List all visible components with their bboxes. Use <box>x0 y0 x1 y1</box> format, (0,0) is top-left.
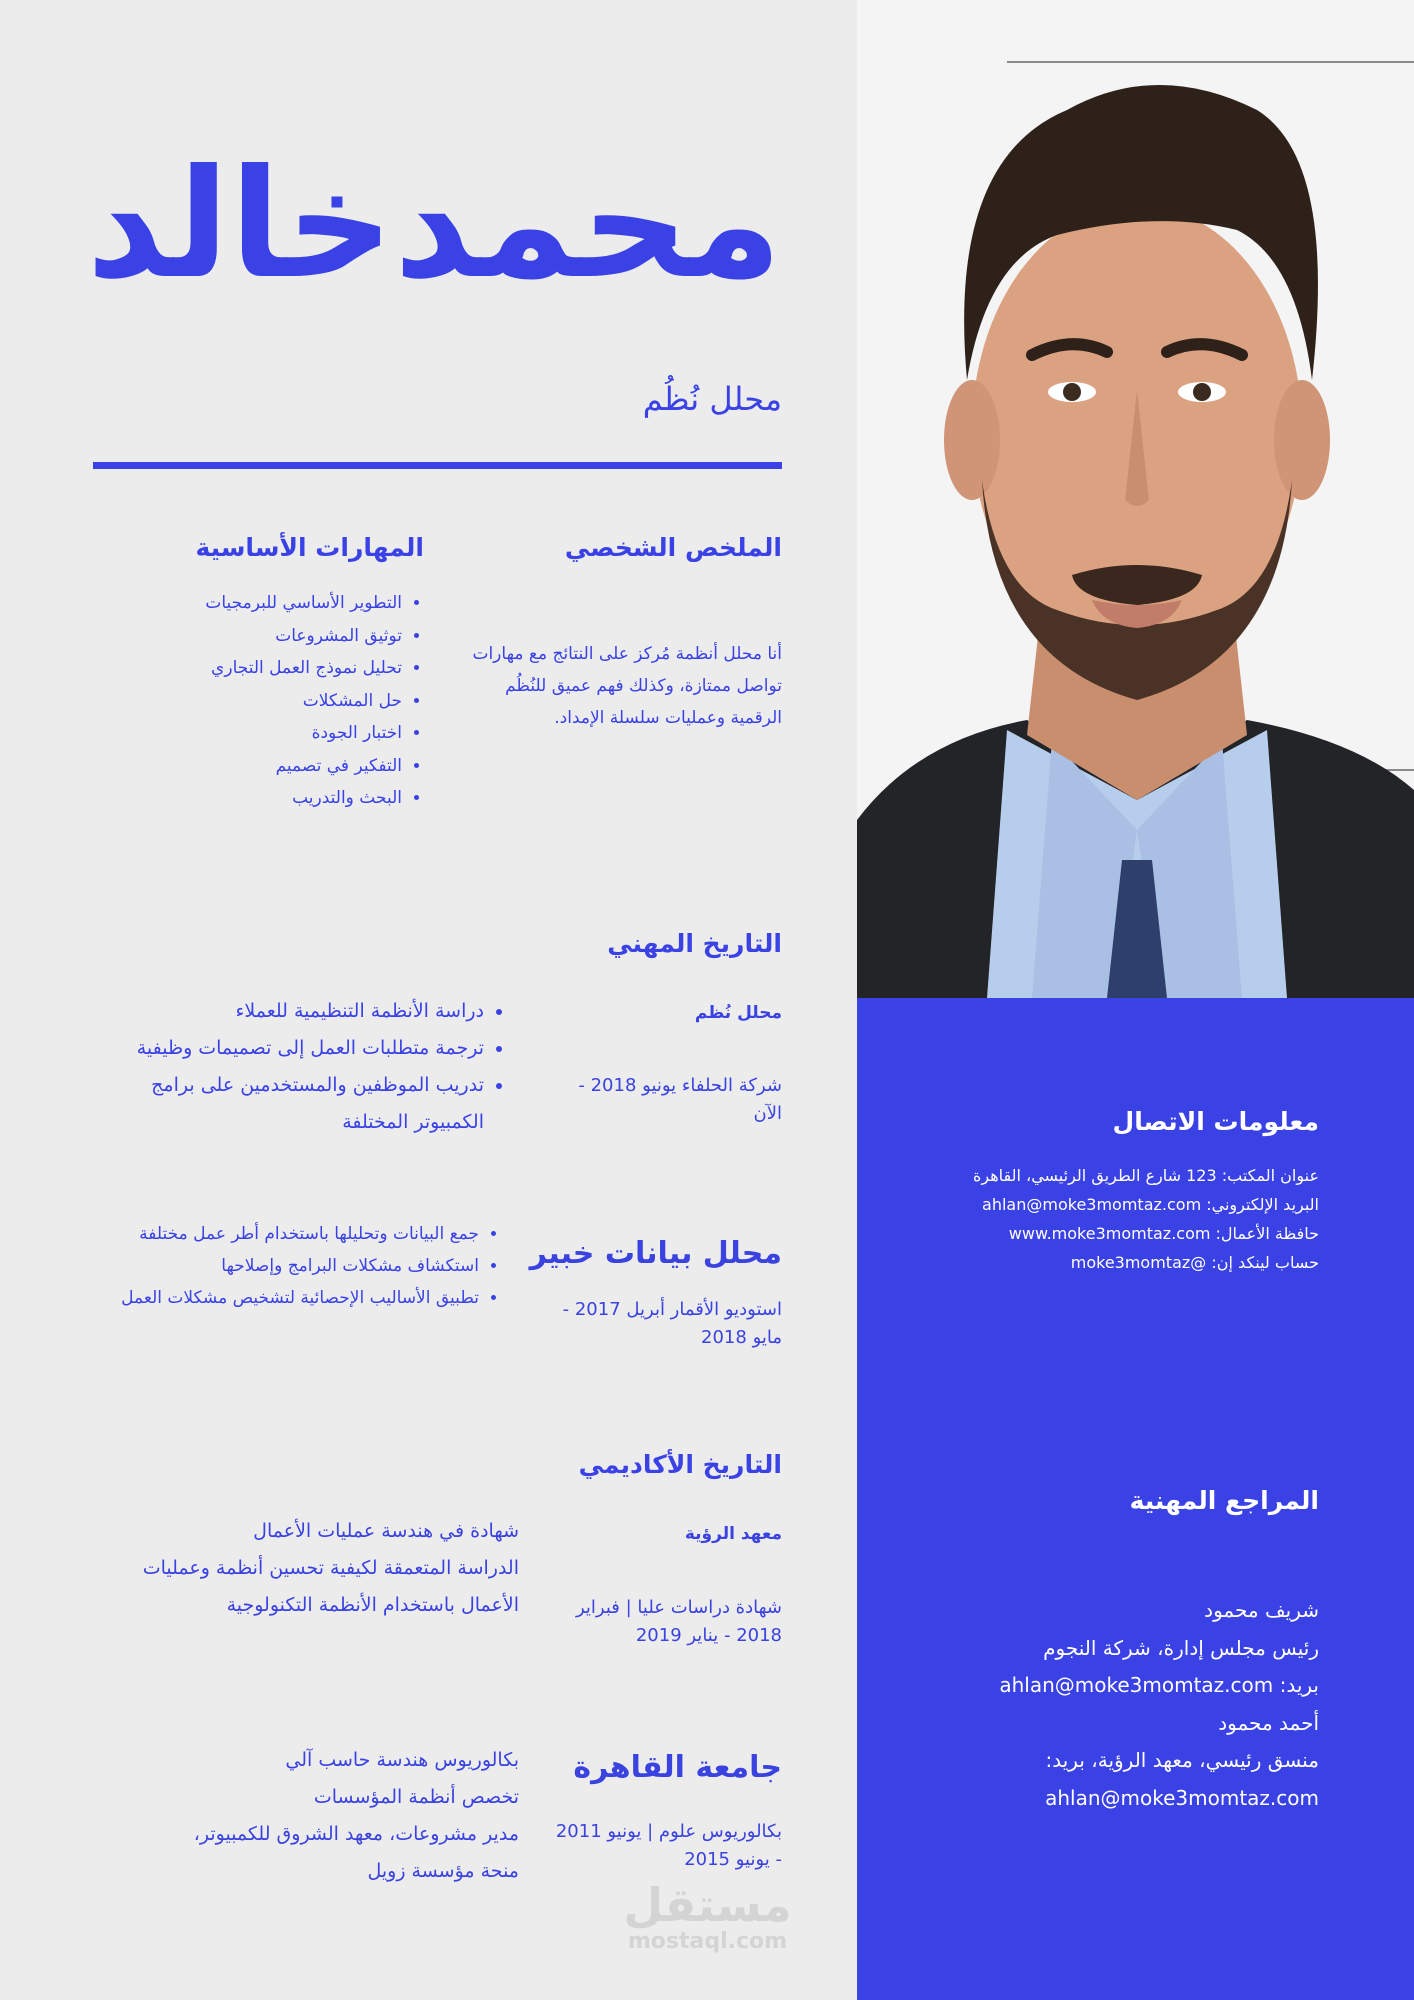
contact-heading: معلومات الاتصال <box>1112 1107 1319 1136</box>
education-heading: التاريخ الأكاديمي <box>578 1450 782 1479</box>
contact-lines <box>879 1161 1319 1277</box>
contact-email[interactable]: البريد الإلكتروني: ahlan@moke3momtaz.com <box>982 1195 1319 1214</box>
summary-heading: الملخص الشخصي <box>564 533 782 562</box>
reference-role: رئيس مجلس إدارة، شركة النجوم <box>1043 1635 1319 1660</box>
mostaql-watermark <box>620 1880 795 1954</box>
edu-2-details <box>99 1742 519 1890</box>
reference-email[interactable]: بريد: ahlan@moke3momtaz.com <box>999 1673 1319 1697</box>
list-item: • استكشاف مشكلات البرامج وإصلاحها <box>89 1250 479 1282</box>
job-1-company: شركة الحلفاء يونيو 2018 - الآن <box>578 1075 782 1124</box>
detail-line: شهادة في هندسة عمليات الأعمال <box>253 1520 519 1542</box>
header-divider <box>93 462 782 469</box>
skills-heading: المهارات الأساسية <box>195 533 424 562</box>
list-item: • التفكير في تصميم <box>124 750 402 783</box>
list-item: • تطبيق الأساليب الإحصائية لتشخيص مشكلات العمل <box>89 1282 479 1314</box>
detail-line: منحة مؤسسة زويل <box>367 1860 519 1882</box>
reference-name: أحمد محمود <box>1218 1710 1319 1735</box>
portrait-illustration <box>857 0 1414 998</box>
job-2-title: محلل بيانات خبير <box>529 1236 782 1271</box>
edu-2-school: جامعة القاهرة <box>573 1750 782 1785</box>
job-1-title: محلل نُظم <box>694 1003 782 1023</box>
edu-2-degree: بكالوريوس علوم | يونيو 2011 - يونيو 2015 <box>555 1821 782 1870</box>
detail-line: بكالوريوس هندسة حاسب آلي <box>285 1749 519 1771</box>
list-item: • اختبار الجودة <box>124 717 402 750</box>
list-item: • التطوير الأساسي للبرمجيات <box>124 587 402 620</box>
list-item: • تدريب الموظفين والمستخدمين على برامج الكمبيوتر المختلفة <box>94 1067 484 1141</box>
list-item: • توثيق المشروعات <box>124 620 402 653</box>
skills-list <box>124 587 424 815</box>
edu-1-school: معهد الرؤية <box>684 1524 782 1544</box>
reference-name: شريف محمود <box>1204 1598 1319 1622</box>
office-address: عنوان المكتب: 123 شارع الطريق الرئيسي، القاهرة <box>973 1166 1319 1185</box>
profile-photo <box>857 0 1414 998</box>
list-item: • دراسة الأنظمة التنظيمية للعملاء <box>94 993 484 1030</box>
detail-line: تخصص أنظمة المؤسسات <box>313 1786 519 1808</box>
list-item: • جمع البيانات وتحليلها باستخدام أطر عمل مختلفة <box>89 1218 479 1250</box>
detail-line: الدراسة المتعمقة لكيفية تحسين أنظمة وعمليات الأعمال باستخدام الأنظمة التكنولوجية <box>142 1557 519 1616</box>
job-2-company: استوديو الأقمار أبريل 2017 - مايو 2018 <box>562 1299 782 1348</box>
reference-role: منسق رئيسي، معهد الرؤية، بريد: <box>1045 1748 1319 1772</box>
job-title: محلل نُظُم <box>642 380 782 418</box>
list-item: • البحث والتدريب <box>124 782 402 815</box>
reference-email[interactable]: ahlan@moke3momtaz.com <box>1045 1785 1319 1810</box>
portfolio-link[interactable]: حافظة الأعمال: www.moke3momtaz.com <box>1008 1224 1319 1243</box>
list-item: • ترجمة متطلبات العمل إلى تصميمات وظيفية <box>94 1030 484 1067</box>
watermark-latin: mostaql.com <box>627 1929 788 1954</box>
edu-1-degree: شهادة دراسات عليا | فبراير 2018 - يناير 2019 <box>575 1597 782 1646</box>
watermark-arabic: مستقل <box>623 1878 792 1932</box>
person-name: محمدخالد <box>86 138 782 312</box>
career-heading: التاريخ المهني <box>607 929 782 958</box>
summary-text: أنا محلل أنظمة مُركز على النتائج مع مهارات تواصل ممتازة، وكذلك فهم عميق للنُظُم الرقمية وعمليات سلسلة الإمداد. <box>472 644 782 728</box>
references-lines <box>859 1592 1319 1817</box>
references-heading: المراجع المهنية <box>1129 1486 1319 1515</box>
list-item: • حل المشكلات <box>124 685 402 718</box>
list-item: • تحليل نموذج العمل التجاري <box>124 652 402 685</box>
job-2-duties <box>89 1218 509 1314</box>
job-1-duties <box>94 993 514 1141</box>
detail-line: مدير مشروعات، معهد الشروق للكمبيوتر، <box>193 1823 519 1845</box>
edu-1-details <box>99 1513 519 1624</box>
linkedin-link[interactable]: حساب لينكد إن: @moke3momtaz <box>1070 1253 1319 1272</box>
